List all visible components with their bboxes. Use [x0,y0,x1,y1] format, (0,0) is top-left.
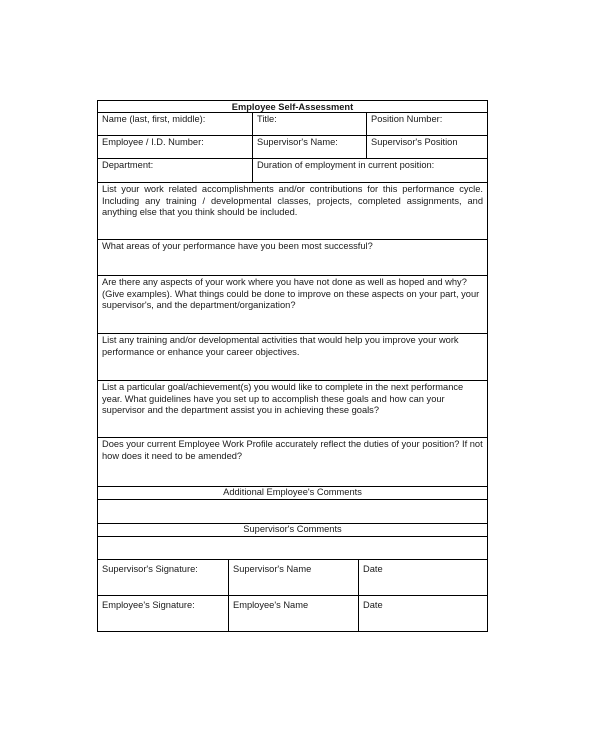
accomplishments-row [98,182,487,239]
position-number-field[interactable]: Position Number: [366,113,487,135]
self-assessment-form [97,100,488,632]
supervisor-comments-row [98,536,487,559]
name-row [98,112,487,135]
title-field[interactable]: Title: [252,113,366,135]
employee-date-field[interactable]: Date [358,596,487,632]
improve-row [98,275,487,333]
additional-comments-field[interactable] [98,500,487,523]
goals-row [98,380,487,437]
supervisor-comments-field[interactable] [98,537,487,559]
improve-question[interactable]: Are there any aspects of your work where you have not done as well as hoped and why? (Give examples). What things could be done to improve on these aspects on your part, your supervisor's, and the department/organization? [102,277,480,311]
department-row [98,158,487,182]
supervisor-signature-row [98,559,487,595]
supervisor-position-field[interactable]: Supervisor's Position [366,136,487,158]
additional-comments-heading: Additional Employee's Comments [223,487,362,497]
training-row [98,333,487,380]
department-field[interactable]: Department: [102,160,154,170]
employee-name-sign-field[interactable]: Employee's Name [228,596,358,632]
form-title: Employee Self-Assessment [231,102,354,112]
form-title-row [98,101,487,112]
employee-id-row [98,135,487,158]
goals-question[interactable]: List a particular goal/achievement(s) you would like to complete in the next performance year. What guidelines have you set up to accomplish these goals and how can your supervisor and the department assist you in achieving these goals? [102,382,464,416]
employee-signature-field[interactable]: Employee's Signature: [102,600,195,610]
training-question[interactable]: List any training and/or developmental activities that would help you improve your work performance or enhance your career objectives. [102,335,459,357]
successful-question[interactable]: What areas of your performance have you been most successful? [102,241,373,251]
accomplishments-question[interactable]: List your work related accomplishments and/or contributions for this performance cycle. Including any training / developmental classes, projects, completed assignments, and anything else that you think should be included. [102,184,483,218]
successful-row [98,239,487,275]
additional-comments-header-row [98,486,487,499]
supervisor-name-field[interactable]: Supervisor's Name: [252,136,366,158]
supervisor-date-field[interactable]: Date [358,560,487,595]
supervisor-name-sign-field[interactable]: Supervisor's Name [228,560,358,595]
employee-signature-row [98,595,487,632]
duration-field[interactable]: Duration of employment in current position: [252,159,487,182]
work-profile-question[interactable]: Does your current Employee Work Profile accurately reflect the duties of your position? If not how does it need to be amended? [102,439,483,461]
work-profile-row [98,437,487,486]
name-field[interactable]: Name (last, first, middle): [102,114,206,124]
employee-id-field[interactable]: Employee / I.D. Number: [102,137,204,147]
supervisor-comments-heading: Supervisor's Comments [243,524,342,534]
additional-comments-row [98,499,487,523]
supervisor-comments-header-row [98,523,487,536]
supervisor-signature-field[interactable]: Supervisor's Signature: [102,564,198,574]
